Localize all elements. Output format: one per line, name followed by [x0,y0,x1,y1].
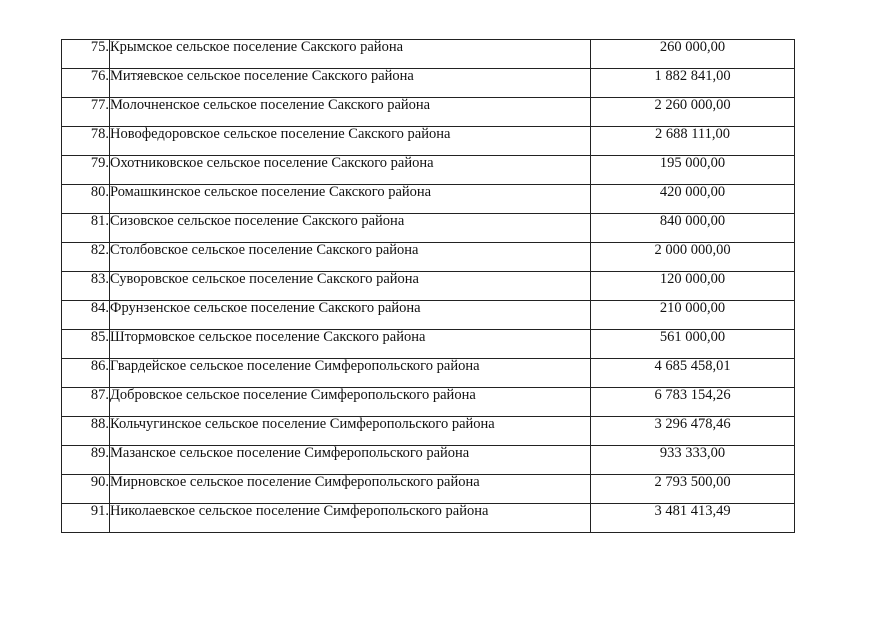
settlement-name: Охотниковское сельское поселение Сакского района [110,156,591,185]
table-row [62,330,795,359]
row-number: 79. [62,156,110,185]
table-row [62,388,795,417]
settlement-name: Сизовское сельское поселение Сакского района [110,214,591,243]
table-row [62,417,795,446]
settlement-name: Штормовское сельское поселение Сакского района [110,330,591,359]
row-number: 91. [62,504,110,533]
row-number: 82. [62,243,110,272]
amount-value: 3 296 478,46 [591,417,795,446]
settlement-name: Молочненское сельское поселение Сакского района [110,98,591,127]
row-number: 77. [62,98,110,127]
table-row [62,504,795,533]
row-number: 76. [62,69,110,98]
row-number: 84. [62,301,110,330]
settlement-name: Николаевское сельское поселение Симферопольского района [110,504,591,533]
row-number: 90. [62,475,110,504]
row-number: 88. [62,417,110,446]
table-row [62,475,795,504]
table-row [62,185,795,214]
settlement-name: Добровское сельское поселение Симферопольского района [110,388,591,417]
table-body [62,40,795,533]
settlements-table [61,39,795,533]
table-row [62,359,795,388]
amount-value: 933 333,00 [591,446,795,475]
table-row [62,98,795,127]
table-row [62,127,795,156]
settlement-name: Столбовское сельское поселение Сакского района [110,243,591,272]
amount-value: 2 688 111,00 [591,127,795,156]
row-number: 78. [62,127,110,156]
amount-value: 561 000,00 [591,330,795,359]
settlement-name: Мазанское сельское поселение Симферопольского района [110,446,591,475]
settlement-name: Суворовское сельское поселение Сакского района [110,272,591,301]
row-number: 86. [62,359,110,388]
amount-value: 840 000,00 [591,214,795,243]
table-row [62,214,795,243]
amount-value: 2 793 500,00 [591,475,795,504]
settlement-name: Фрунзенское сельское поселение Сакского района [110,301,591,330]
settlement-name: Ромашкинское сельское поселение Сакского района [110,185,591,214]
settlement-name: Новофедоровское сельское поселение Сакского района [110,127,591,156]
amount-value: 6 783 154,26 [591,388,795,417]
table-row [62,69,795,98]
settlement-name: Крымское сельское поселение Сакского района [110,40,591,69]
table-row [62,301,795,330]
table-row [62,156,795,185]
amount-value: 1 882 841,00 [591,69,795,98]
table-row [62,446,795,475]
amount-value: 3 481 413,49 [591,504,795,533]
row-number: 75. [62,40,110,69]
table-row [62,40,795,69]
amount-value: 420 000,00 [591,185,795,214]
amount-value: 2 000 000,00 [591,243,795,272]
amount-value: 2 260 000,00 [591,98,795,127]
settlement-name: Митяевское сельское поселение Сакского района [110,69,591,98]
amount-value: 210 000,00 [591,301,795,330]
amount-value: 4 685 458,01 [591,359,795,388]
amount-value: 120 000,00 [591,272,795,301]
row-number: 83. [62,272,110,301]
amount-value: 260 000,00 [591,40,795,69]
row-number: 80. [62,185,110,214]
row-number: 87. [62,388,110,417]
settlement-name: Гвардейское сельское поселение Симферопольского района [110,359,591,388]
amount-value: 195 000,00 [591,156,795,185]
settlement-name: Мирновское сельское поселение Симферопольского района [110,475,591,504]
table-row [62,243,795,272]
settlement-name: Кольчугинское сельское поселение Симферопольского района [110,417,591,446]
row-number: 89. [62,446,110,475]
table-row [62,272,795,301]
row-number: 81. [62,214,110,243]
row-number: 85. [62,330,110,359]
